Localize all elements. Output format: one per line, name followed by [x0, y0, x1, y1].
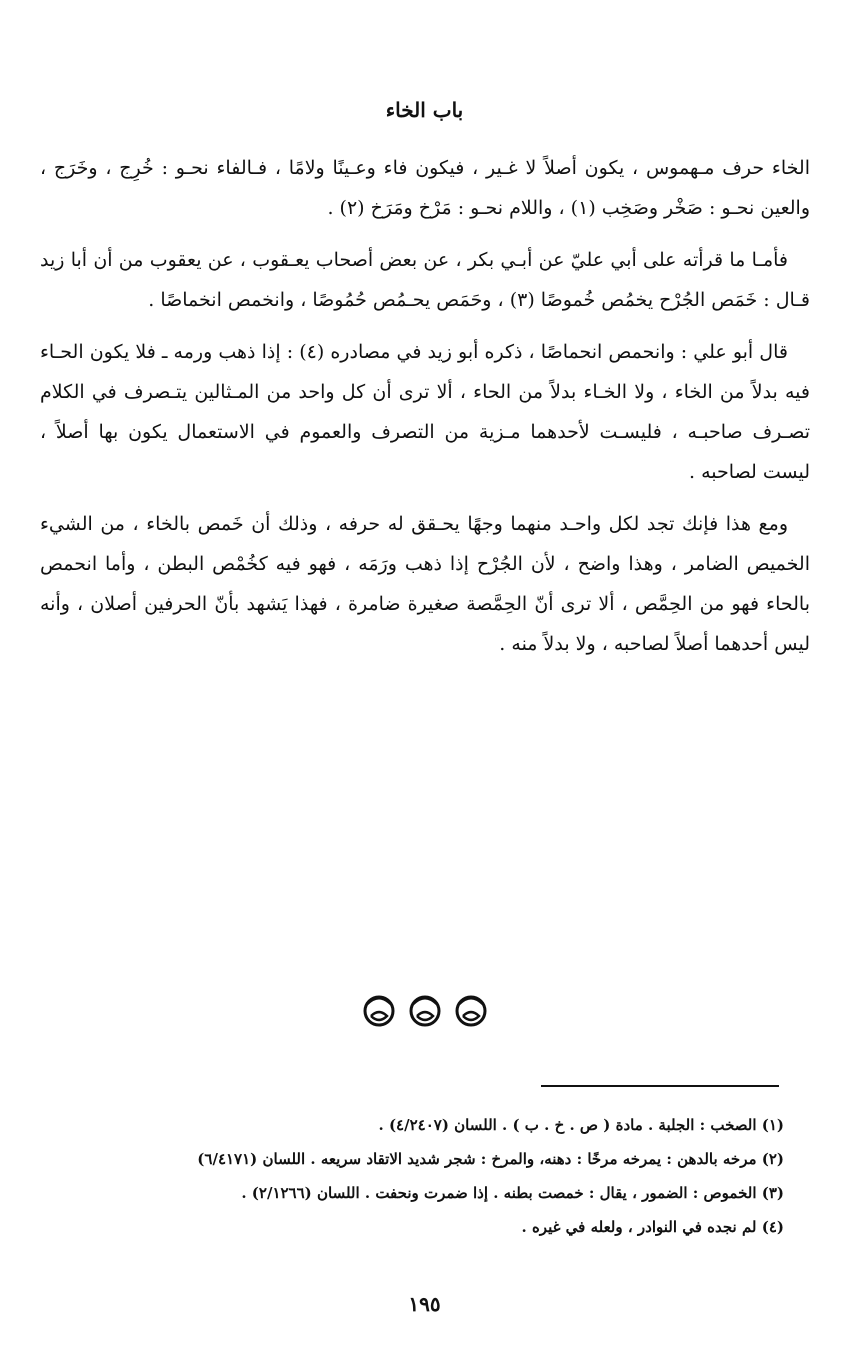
paragraph-2: فأمـا ما قرأته على أبي عليّ عن أبـي بكر ، عن بعض أصحاب يعـقوب ، عن يعقوب من أن أبا زيد قـال : خَمَص الجُرْح يخمُص خُموصًا (٣) ، وحَمَص يحـمُص حُمُوصًا ، وانخمص انخماصًا . — [40, 249, 810, 311]
footnote-3: (٣) الخموص : الضمور ، يقال : خمصت بطنه . إذا ضمرت ونحفت . اللسان (٢/١٢٦٦) . — [241, 1184, 784, 1202]
knot-ornament-icon — [359, 990, 399, 1030]
footnote-separator — [541, 1085, 779, 1087]
footnotes — [20, 1108, 784, 1244]
footnote-2: (٢) مرخه بالدهن : يمرخه مرخًا : دهنه، والمرخ : شجر شديد الاتقاد سريعه . اللسان (٦/٤١٧١) — [197, 1150, 784, 1168]
section-divider-ornaments — [0, 990, 849, 1030]
footnote-1: (١) الصخب : الجلبة . مادة ( ص . خ . ب ) . اللسان (٤/٢٤٠٧) . — [378, 1116, 784, 1134]
main-text — [40, 148, 810, 676]
knot-ornament-icon — [405, 990, 445, 1030]
paragraph-3: قال أبو علي : وانحمص انحماصًا ، ذكره أبو زيد في مصادره (٤) : إذا ذهب ورمه ـ فلا يكون الحـاء فيه بدلاً من الخاء ، ولا الخـاء بدلاً من الحاء ، ألا ترى أن كل واحد من المـثالين يتـصرف في الكلام تصـرف صاحبـه ، فليسـت لأحدهما مـزية من التصرف والعموم في الاستعمال يكون بها أصلاً ، ليست لصاحبه . — [40, 341, 810, 483]
chapter-title: باب الخاء — [385, 98, 464, 122]
paragraph-1: الخاء حرف مـهموس ، يكون أصلاً لا غـير ، فيكون فاء وعـينًا ولامًا ، فـالفاء نحـو : خُرِج ، وخَرَج ، والعين نحـو : صَخْر وصَخِب (١) ، واللام نحـو : مَرْخ ومَرَخ (٢) . — [40, 157, 810, 219]
page-number: ١٩٥ — [408, 1292, 441, 1316]
paragraph-4: ومع هذا فإنك تجد لكل واحـد منهما وجهًا يحـقق له حرفه ، وذلك أن خَمص بالخاء ، من الشيء الخميص الضامر ، وهذا واضح ، لأن الجُرْح إذا ذهب ورَمَه ، فهو فيه كخُمْص البطن ، وأما انحمص بالحاء فهو من الحِمَّص ، ألا ترى أنّ الحِمَّصة صغيرة ضامرة ، فهذا يَشهد بأنّ الحرفين أصلان ، وأنه ليس أحدهما أصلاً لصاحبه ، ولا بدلاً منه . — [40, 513, 810, 655]
knot-ornament-icon — [451, 990, 491, 1030]
footnote-4: (٤) لم نجده في النوادر ، ولعله في غيره . — [521, 1218, 784, 1236]
